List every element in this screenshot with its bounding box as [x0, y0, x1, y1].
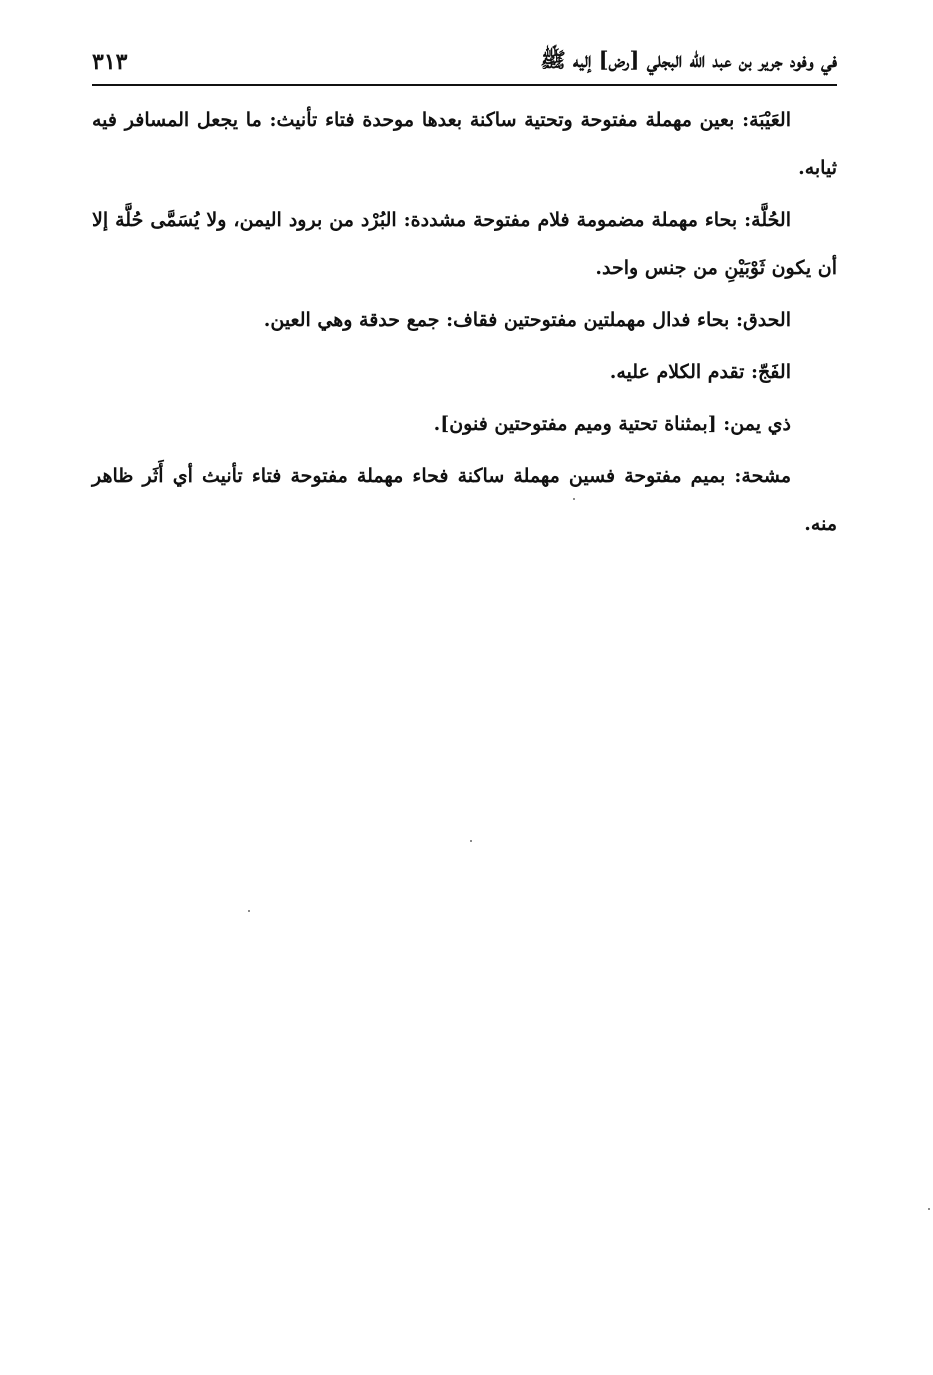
- scan-speck: [470, 840, 472, 842]
- page-number: ٣١٣: [92, 49, 128, 75]
- glossary-term: العَيْبَة:: [742, 109, 791, 131]
- glossary-term: الحُلَّة:: [744, 209, 791, 231]
- scan-speck: [573, 498, 575, 500]
- glossary-term: الحدق:: [735, 309, 791, 331]
- glossary-entry: [92, 296, 837, 344]
- glossary-definition: بحاء فدال مهملتين مفتوحتين فقاف: جمع حدقة وهي العين.: [263, 309, 736, 331]
- scan-speck: [248, 910, 250, 912]
- glossary-definition: [بمثناة تحتية وميم مفتوحتين فنون].: [433, 413, 724, 435]
- glossary-entry: [92, 452, 837, 548]
- glossary-entry: [92, 96, 837, 192]
- glossary-list: [92, 96, 837, 552]
- glossary-definition: تقدم الكلام عليه.: [609, 361, 752, 383]
- glossary-definition: بحاء مهملة مضمومة فلام مفتوحة مشددة: البُرْد من برود اليمن، ولا يُسَمَّى حُلَّة إلا أن يكون ثَوْبَيْنِ من جنس واحد.: [92, 209, 837, 279]
- glossary-entry: [92, 348, 837, 396]
- running-title: في وفود جرير بن عبد الله البجلي [رض] إليه ﷺ: [540, 46, 837, 72]
- glossary-entry: [92, 400, 837, 448]
- glossary-entry: [92, 196, 837, 292]
- glossary-term: الفَجّ:: [751, 361, 791, 383]
- glossary-definition: بعين مهملة مفتوحة وتحتية ساكنة بعدها موحدة فتاء تأنيث: ما يجعل المسافر فيه ثيابه.: [92, 109, 837, 179]
- scan-speck: [928, 1208, 930, 1210]
- glossary-term: مشحة:: [734, 465, 791, 487]
- glossary-definition: بميم مفتوحة فسين مهملة ساكنة فحاء مهملة مفتوحة فتاء تأنيث أي أَثَر ظاهر منه.: [92, 465, 837, 535]
- running-header: [92, 40, 837, 86]
- glossary-term: ذي يمن:: [723, 413, 791, 435]
